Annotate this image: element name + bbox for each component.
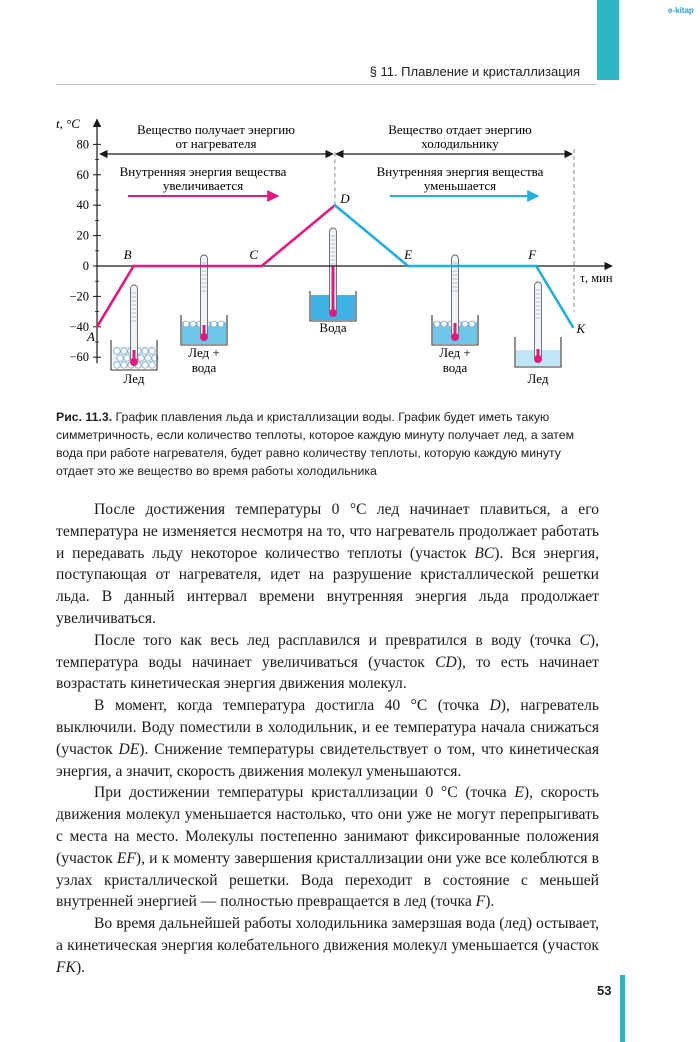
y-tick-label: −20: [69, 289, 89, 304]
point-label-k: K: [576, 320, 586, 336]
text-run: ). Снижение температуры свидетельствует о том, что кинетическая энергия, а значит, скорость движения молекул уменьшаются.: [56, 740, 599, 780]
annotation-gives: холодильнику: [421, 136, 499, 151]
point-label-e: E: [404, 247, 413, 262]
ice-cube: [145, 355, 151, 361]
caption-text: График плавления льда и кристаллизации воды. График будет иметь такую симметричность, если количество теплоты, которое каждую минуту получает лед, а затем вода при работе нагревателя, будет равно количеству теплоты, которую каждую минуту отдает это же вещество во время работы холодильника: [56, 410, 575, 478]
caption-label: Рис. 11.3.: [56, 410, 113, 424]
text-run: ). Вся энергия, поступающая от нагревателя, идет на разрушение кристаллической решетки льда. В данный интервал времени внутренняя энергия льда продолжает увеличиваться.: [56, 544, 599, 627]
beaker-label: Лед +: [188, 345, 220, 360]
y-tick-label: 0: [82, 259, 89, 273]
symbol: E: [514, 784, 524, 802]
ice-cube: [190, 321, 196, 327]
text-run: Во время дальнейшей работы холодильника замерзшая вода (лед) остывает, а кинетическая энергия колебательного движения молекул уменьшается (участок: [56, 915, 599, 954]
point-label-b: B: [123, 247, 132, 262]
y-tick-label: 40: [76, 198, 89, 213]
annotation-decreases: Внутренняя энергия вещества: [376, 164, 544, 179]
segment-DE: [335, 205, 408, 266]
y-tick-label: 80: [76, 137, 89, 152]
beaker-label: Лед: [527, 371, 549, 386]
x-axis-title: τ, мин: [580, 271, 613, 285]
segment-CD: [262, 205, 335, 266]
beaker-label: Лед: [123, 371, 145, 386]
text-run: ).: [75, 958, 86, 976]
section-header: § 11. Плавление и кристаллизация: [369, 64, 580, 79]
page-number: 53: [597, 983, 612, 998]
paragraph: [56, 913, 599, 978]
ice-cube: [142, 362, 148, 368]
symbol: C: [579, 631, 590, 649]
y-tick-label: −40: [69, 319, 89, 334]
symbol: FK: [56, 958, 76, 976]
annotation-decreases: уменьшается: [423, 178, 497, 193]
thermometer-bulb: [534, 355, 542, 363]
ice-cube: [211, 321, 217, 327]
melting-crystallization-chart: [0, 95, 620, 395]
bottom-accent-bar: [620, 975, 625, 1042]
ice-cube: [121, 348, 127, 354]
text-run: После достижения температуры 0 °C лед начинает плавиться, а его температура не изменяется несмотря на то, что нагреватель продолжает работать и передавать льду некоторое количество теплоты (участок: [56, 501, 599, 562]
corner-logo: e-kitap: [668, 6, 694, 15]
ice-cube: [121, 362, 127, 368]
paragraph: [56, 782, 599, 913]
ice-cube: [149, 362, 155, 368]
ice-cube: [138, 355, 144, 361]
thermometer-bulb: [200, 333, 208, 341]
ice-cube: [434, 321, 440, 327]
ice-cube: [441, 321, 447, 327]
beaker-label: Вода: [319, 320, 347, 335]
symbol: CD: [435, 653, 457, 671]
ice-cube: [149, 348, 155, 354]
symbol: BC: [474, 544, 495, 562]
text-run: ), то есть начинает возрастать кинетическая энергия движения молекул.: [56, 653, 599, 693]
symbol: EF: [116, 849, 136, 867]
ice-cube: [114, 362, 120, 368]
ice-cube: [469, 321, 475, 327]
segment-AB: [97, 266, 134, 327]
beaker-label: вода: [191, 360, 217, 375]
text-run: При достижении температуры кристаллизации 0 °C (точка: [94, 784, 515, 802]
y-axis-title: t, °C: [56, 116, 80, 131]
text-run: ), нагреватель выключили. Воду поместили в холодильник, и ее температура начала снижаться (участок: [56, 697, 599, 758]
ice-cube: [142, 348, 148, 354]
body-text: [56, 499, 599, 979]
thermometer-bulb: [451, 333, 459, 341]
header-divider: [56, 84, 596, 85]
thermometer: [535, 282, 542, 359]
ice-cube: [462, 321, 468, 327]
symbol: DE: [118, 740, 140, 758]
y-tick-label: −60: [69, 350, 89, 365]
top-accent-bar: [597, 0, 619, 80]
paragraph: [56, 499, 599, 630]
annotation-receives: от нагревателя: [175, 136, 257, 151]
point-label-f: F: [528, 247, 537, 262]
ice-cube: [218, 321, 224, 327]
ice-cube: [124, 355, 130, 361]
paragraph: [56, 630, 599, 695]
ice-cube: [114, 348, 120, 354]
figure-caption: [56, 408, 601, 480]
y-tick-label: 60: [76, 167, 89, 182]
beaker-label: вода: [442, 360, 468, 375]
text-run: ), температура воды начинает увеличиваться (участок: [56, 631, 599, 671]
mercury-column: [332, 266, 335, 313]
ice-cube: [183, 321, 189, 327]
text-run: После того как весь лед расплавился и превратился в воду (точка: [94, 631, 580, 649]
annotation-gives: Вещество отдает энергию: [388, 122, 532, 137]
point-label-d: D: [340, 191, 350, 207]
symbol: D: [489, 697, 501, 715]
text-run: ), и к моменту завершения кристаллизации они уже все колеблются в узлах кристаллической решетки. Вода переходит в состояние с меньшей внутренней энергией — полностью превращается в лед (точка: [56, 849, 599, 911]
text-run: ), скорость движения молекул уменьшается настолько, что они уже не могут перепрыгивать с места на место. Молекулы постепенно занимают фиксированные положения (участок: [56, 784, 599, 867]
symbol: F: [475, 893, 486, 911]
point-label-c: C: [249, 247, 259, 262]
annotation-receives: Вещество получает энергию: [137, 122, 295, 137]
ice-cube: [117, 355, 123, 361]
point-label-a: A: [87, 328, 95, 344]
text-run: ).: [485, 893, 495, 911]
annotation-increases: Внутренняя энергия вещества: [119, 164, 287, 179]
text-run: В момент, когда температура достигла 40 °C (точка: [94, 697, 490, 715]
beaker-label: Лед +: [439, 345, 471, 360]
thermometer-bulb: [329, 309, 337, 317]
y-tick-label: 20: [76, 228, 89, 243]
annotation-increases: увеличивается: [162, 178, 244, 193]
thermometer-bulb: [130, 358, 138, 366]
paragraph: [56, 695, 599, 782]
